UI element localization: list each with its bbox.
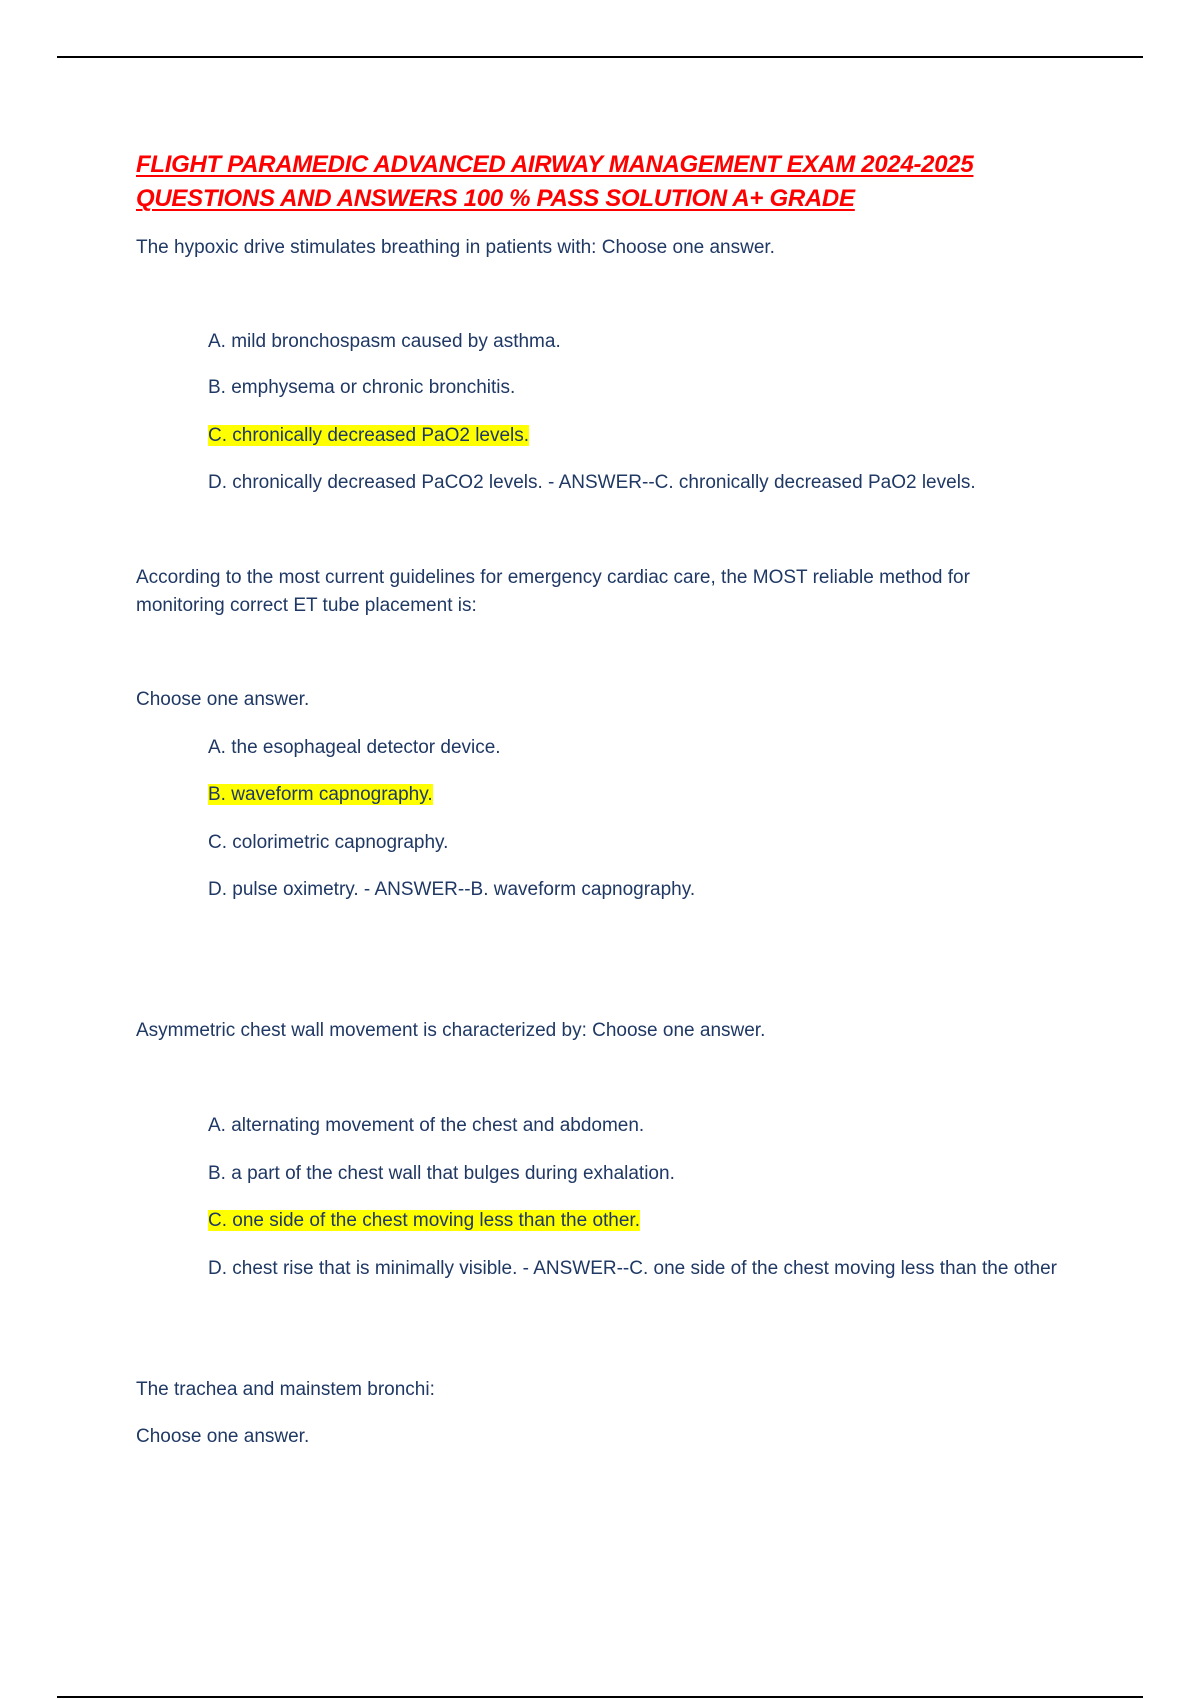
question-3-option-a: A. alternating movement of the chest and abdomen.: [208, 1115, 645, 1136]
question-4-choose: Choose one answer.: [136, 1426, 310, 1447]
question-2-option-c: C. colorimetric capnography.: [208, 832, 449, 853]
question-3-option-c: [208, 1207, 1078, 1234]
question-2-choose: Choose one answer.: [136, 689, 310, 710]
top-rule: [57, 56, 1143, 58]
answer-highlight: C. one side of the chest moving less than the other.: [208, 1210, 640, 1231]
question-1-option-a: A. mild bronchospasm caused by asthma.: [208, 331, 561, 352]
question-1-prompt: The hypoxic drive stimulates breathing in patients with: Choose one answer.: [136, 237, 775, 258]
bottom-rule: [57, 1696, 1143, 1698]
document-title: [136, 148, 1096, 216]
question-2-option-b: [208, 781, 1078, 808]
question-1-option-d: D. chronically decreased PaCO2 levels. - ANSWER--C. chronically decreased PaO2 levels.: [208, 472, 976, 493]
answer-highlight: B. waveform capnography.: [208, 784, 433, 805]
question-3-prompt: Asymmetric chest wall movement is characterized by: Choose one answer.: [136, 1020, 766, 1041]
answer-highlight: C. chronically decreased PaO2 levels.: [208, 425, 530, 446]
title-line-2: QUESTIONS AND ANSWERS 100 % PASS SOLUTION A+ GRADE: [136, 185, 855, 212]
question-2-option-a: A. the esophageal detector device.: [208, 737, 501, 758]
question-1-option-c: [208, 422, 1078, 449]
question-2-prompt: According to the most current guidelines for emergency cardiac care, the MOST reliable method for monitoring correct ET tube placement is:: [136, 567, 970, 616]
question-3-option-d: D. chest rise that is minimally visible. - ANSWER--C. one side of the chest moving less than the other: [208, 1258, 1057, 1279]
question-1-option-b: B. emphysema or chronic bronchitis.: [208, 377, 516, 398]
question-3-option-b: B. a part of the chest wall that bulges during exhalation.: [208, 1163, 675, 1184]
question-2-option-d: D. pulse oximetry. - ANSWER--B. waveform capnography.: [208, 879, 696, 900]
title-line-1: FLIGHT PARAMEDIC ADVANCED AIRWAY MANAGEMENT EXAM 2024-2025: [136, 151, 974, 178]
question-4-prompt: The trachea and mainstem bronchi:: [136, 1379, 435, 1400]
